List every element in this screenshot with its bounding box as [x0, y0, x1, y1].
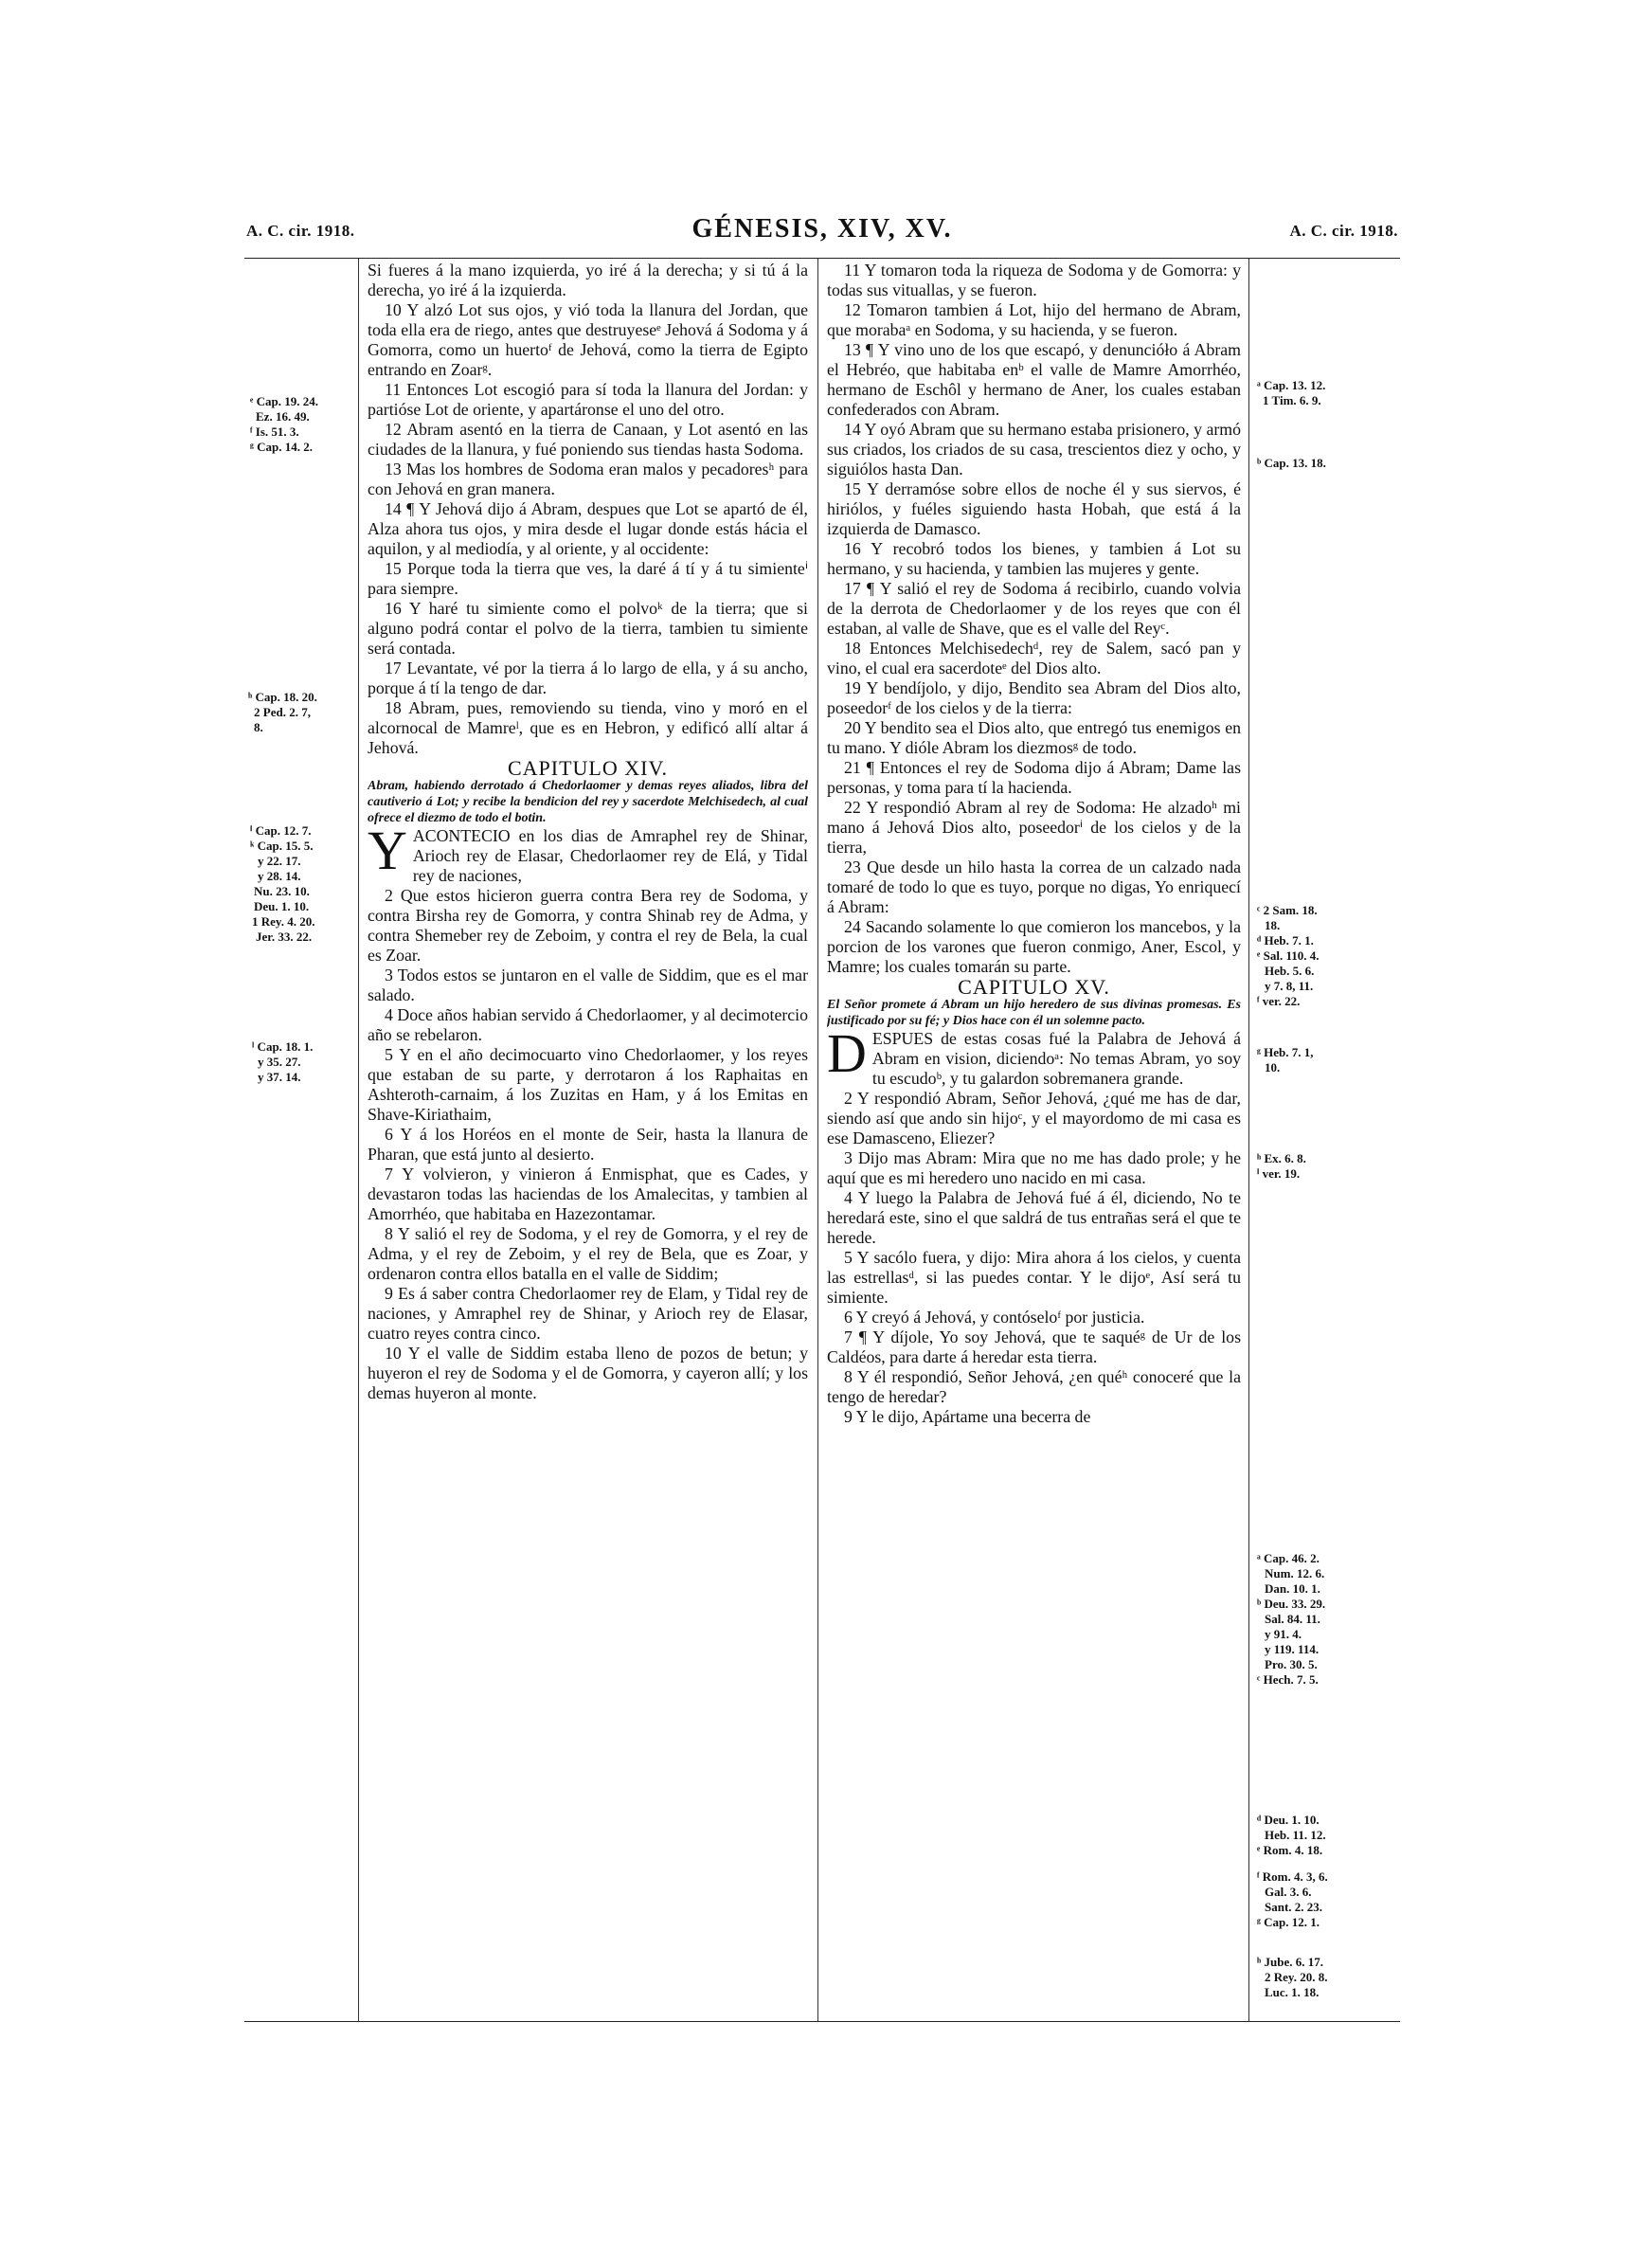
margin-ref: 1 Rey. 4. 20. [252, 914, 315, 929]
margin-ref: Nu. 23. 10. [254, 884, 310, 898]
chapter-summary: El Señor promete á Abram un hijo heredero de sus divinas promesas. Es justificado por su fé; y Dios hace con él un solemne pacto. [827, 998, 1241, 1028]
header-date-left: A. C. cir. 1918. [246, 222, 355, 240]
verse: 19 Y bendíjolo, y dijo, Bendito sea Abram del Dios alto, poseedorᶠ de los cielos y de la tierra: [827, 678, 1241, 717]
verse: 4 Y luego la Palabra de Jehová fué á él, diciendo, No te heredará este, sino el que saldrá de tus entrañas será el que te herede. [827, 1188, 1241, 1247]
verse: 5 Y en el año decimocuarto vino Chedorlaomer, y los reyes que estaban de su parte, y derrotaron á los Raphaitas en Ashteroth-carnaim, á los Zuzitas en Ham, y á los Emitas en Shave-Kiriathaim, [368, 1045, 808, 1124]
verse: 13 Mas los hombres de Sodoma eran malos y pecadoresʰ para con Jehová en gran manera. [368, 460, 808, 498]
margin-ref: y 35. 27. [258, 1055, 301, 1069]
margin-ref: Dan. 10. 1. [1265, 1581, 1320, 1596]
margin-ref: ʰ Ex. 6. 8. [1257, 1151, 1306, 1165]
header-book-title: GÉNESIS, XIV, XV. [691, 214, 953, 244]
margin-ref: ᵈ Deu. 1. 10. [1257, 1813, 1320, 1827]
margin-ref: y 22. 17. [258, 854, 301, 868]
verse: 17 ¶ Y salió el rey de Sodoma á recibirlo, cuando volvia de la derrota de Chedorlaomer y de los reyes que con él estaban, al valle de Shave, que es el valle del Reyᶜ. [827, 579, 1241, 638]
verse: 16 Y recobró todos los bienes, y tambien á Lot su hermano, y su hacienda, y tambien las mujeres y gente. [827, 539, 1241, 578]
verse: 22 Y respondió Abram al rey de Sodoma: He alzadoʰ mi mano á Jehová Dios alto, poseedorⁱ de los cielos y de la tierra, [827, 798, 1241, 857]
margin-ref: y 7. 8, 11. [1265, 979, 1314, 993]
text-column-2 [827, 261, 1241, 2019]
margin-ref: ᵃ Cap. 13. 12. [1257, 378, 1326, 392]
page-header [244, 210, 1400, 260]
drop-cap: D [827, 1022, 867, 1084]
margin-ref: Ez. 16. 49. [256, 409, 310, 424]
verse: 10 Y alzó Lot sus ojos, y vió toda la llanura del Jordan, que toda ella era de riego, antes que destruyeseᵉ Jehová á Sodoma y á Gomorra, como un huertoᶠ de Jehová, como la tierra de Egipto entrando en Zoarᵍ. [368, 300, 808, 379]
verse: 15 Y derramóse sobre ellos de noche él y sus siervos, é hiriólos, y fuéles siguiendo hasta Hobah, que está á la izquierda de Damasco. [827, 479, 1241, 538]
verse: 11 Y tomaron toda la riqueza de Sodoma y de Gomorra: y todas sus vituallas, y se fueron. [827, 261, 1241, 299]
margin-ref: ᶠ Rom. 4. 3, 6. [1257, 1869, 1328, 1884]
margin-ref: Sant. 2. 23. [1265, 1900, 1323, 1914]
verse: 7 Y volvieron, y vinieron á Enmisphat, que es Cades, y devastaron todas las haciendas de los Amalecitas, y tambien al Amorrhéo, que habitaba en Hazezontamar. [368, 1165, 808, 1223]
verse: 9 Y le dijo, Apártame una becerra de [844, 1407, 1091, 1426]
right-margin-references [1251, 259, 1400, 2021]
verse: 13 ¶ Y vino uno de los que escapó, y denuncióło á Abram el Hebréo, que habitaba enᵇ el valle de Mamre Amorrhéo, hermano de Eschôl y hermano de Aner, los cuales estaban confederados con Abram. [827, 340, 1241, 419]
margin-ref: Num. 12. 6. [1265, 1566, 1325, 1580]
margin-ref: Pro. 30. 5. [1265, 1657, 1318, 1671]
margin-ref: 8. [254, 720, 263, 734]
verse: 2 Que estos hicieron guerra contra Bera rey de Sodoma, y contra Birsha rey de Gomorra, y contra Shinab rey de Adma, y contra Shemeber rey de Zeboim, y contra el rey de Bela, la cual es Zoar. [368, 886, 808, 965]
margin-ref: ᵉ Sal. 110. 4. [1257, 948, 1320, 963]
verse: 8 Y él respondió, Señor Jehová, ¿en quéʰ conoceré que la tengo de heredar? [827, 1367, 1241, 1406]
chapter-title: CAPITULO XIV. [507, 756, 669, 780]
margin-ref: ᵉ Cap. 19. 24. [250, 394, 318, 408]
verse: 6 Y creyó á Jehová, y contóseloᶠ por justicia. [844, 1308, 1145, 1327]
verse: 21 ¶ Entonces el rey de Sodoma dijo á Abram; Dame las personas, y toma para tí la hacienda. [827, 758, 1241, 797]
verse: 12 Tomaron tambien á Lot, hijo del hermano de Abram, que morabaᵃ en Sodoma, y su hacienda, y se fueron. [827, 300, 1241, 339]
margin-ref: ⁱ Cap. 12. 7. [250, 823, 312, 838]
verse: 15 Porque toda la tierra que ves, la daré á tí y á tu simienteⁱ para siempre. [368, 559, 808, 598]
verse: 10 Y el valle de Siddim estaba lleno de pozos de betun; y huyeron el rey de Sodoma y el de Gomorra, y cayeron allí; y los demas huyeron al monte. [368, 1344, 808, 1402]
margin-ref: ᵍ Cap. 14. 2. [250, 440, 313, 454]
margin-ref: Heb. 11. 12. [1265, 1828, 1326, 1842]
margin-ref: ᶜ Hech. 7. 5. [1257, 1672, 1319, 1687]
verse: 12 Abram asentó en la tierra de Canaan, y Lot asentó en las ciudades de la llanura, y fué poniendo sus tiendas hasta Sodoma. [368, 420, 808, 459]
margin-ref: 10. [1265, 1060, 1281, 1074]
verse: 3 Dijo mas Abram: Mira que no me has dado prole; y he aquí que es mi heredero uno nacido en mi casa. [827, 1148, 1241, 1187]
text-column-1 [368, 261, 808, 2019]
verse: 8 Y salió el rey de Sodoma, y el rey de Gomorra, y el rey de Adma, y el rey de Zeboim, y el rey de Bela, que es Zoar, y ordenaron contra ellos batalla en el valle de Siddim; [368, 1224, 808, 1283]
margin-ref: ᵇ Deu. 33. 29. [1257, 1597, 1326, 1611]
verse-text: ESPUES de estas cosas fué la Palabra de Jehová á Abram en vision, diciendoᵃ: No temas Abram, yo soy tu escudoᵇ, y tu galardon sobremanera grande. [871, 1029, 1241, 1088]
column-rule [358, 259, 359, 2021]
verse: 17 Levantate, vé por la tierra á lo largo de ella, y á su ancho, porque á tí la tengo de dar. [368, 659, 808, 697]
verse: 23 Que desde un hilo hasta la correa de un calzado nada tomaré de todo lo que es tuyo, porque no digas, Yo enriquecí á Abram: [827, 858, 1241, 916]
column-rule [1248, 259, 1249, 2021]
verse: 18 Entonces Melchisedechᵈ, rey de Salem, sacó pan y vino, el cual era sacerdoteᵉ del Dios alto. [827, 639, 1241, 677]
chapter-summary: Abram, habiendo derrotado á Chedorlaomer y demas reyes aliados, libra del cautiverio á Lot; y recibe la bendicion del rey y sacerdote Melchisedech, al cual ofrece el diezmo de todo el botin. [368, 779, 808, 825]
drop-cap: Y [368, 820, 407, 881]
verse: 3 Todos estos se juntaron en el valle de Siddim, que es el mar salado. [368, 966, 808, 1004]
left-margin-references [244, 259, 356, 2021]
verse: 11 Entonces Lot escogió para sí toda la llanura del Jordan: y partióse Lot de oriente, y apartáronse el uno del otro. [368, 380, 808, 419]
margin-ref: ᵍ Cap. 12. 1. [1257, 1915, 1320, 1929]
margin-ref: ʰ Cap. 18. 20. [248, 690, 317, 704]
margin-ref: 18. [1265, 918, 1281, 932]
verse: 14 ¶ Y Jehová dijo á Abram, despues que Lot se apartó de él, Alza ahora tus ojos, y mira desde el lugar donde estás hácia el aquilon, y al mediodía, y al oriente, y al occidente: [368, 499, 808, 558]
verse-text: ACONTECIO en los dias de Amraphel rey de Shinar, Arioch rey de Elasar, Chedorlaomer rey de Elá, y Tidal rey de naciones, [412, 826, 808, 885]
verse: 6 Y á los Horéos en el monte de Seir, hasta la llanura de Pharan, que está junto al desierto. [368, 1125, 808, 1164]
bible-page [244, 210, 1400, 1999]
verse: 5 Y sacólo fuera, y dijo: Mira ahora á los cielos, y cuenta las estrellasᵈ, si las puedes contar. Y le dijoᵉ, Así será tu simiente. [827, 1248, 1241, 1307]
verse: 7 ¶ Y díjole, Yo soy Jehová, que te saquéᵍ de Ur de los Caldéos, para darte á heredar esta tierra. [827, 1327, 1241, 1366]
margin-ref: ᵍ Heb. 7. 1, [1257, 1045, 1314, 1059]
verse: 14 Y oyó Abram que su hermano estaba prisionero, y armó sus criados, los criados de su casa, trescientos diez y ocho, y siguiólos hasta Dan. [827, 420, 1241, 478]
margin-ref: y 37. 14. [258, 1070, 301, 1084]
margin-ref: Deu. 1. 10. [254, 899, 310, 913]
chapter-title: CAPITULO XV. [958, 975, 1110, 999]
verse: 16 Y haré tu simiente como el polvoᵏ de la tierra; que si alguno podrá contar el polvo de la tierra, tambien tu simiente será contada. [368, 599, 808, 658]
margin-ref: Sal. 84. 11. [1265, 1612, 1320, 1626]
margin-ref: ᶜ 2 Sam. 18. [1257, 903, 1318, 917]
margin-ref: ʰ Jube. 6. 17. [1257, 1955, 1323, 1969]
margin-ref: ᵉ Rom. 4. 18. [1257, 1843, 1323, 1857]
margin-ref: ᵇ Cap. 13. 18. [1257, 456, 1326, 470]
margin-ref: ᵃ Cap. 46. 2. [1257, 1551, 1320, 1565]
verse [368, 820, 808, 886]
margin-ref: Heb. 5. 6. [1265, 964, 1315, 978]
verse: 2 Y respondió Abram, Señor Jehová, ¿qué me has de dar, siendo así que ando sin hijoᶜ, y el mayordomo de mi casa es ese Damasceno, Eliezer? [827, 1089, 1241, 1147]
verse: 4 Doce años habian servido á Chedorlaomer, y al decimotercio año se rebelaron. [368, 1005, 808, 1044]
header-date-right: A. C. cir. 1918. [1289, 222, 1398, 240]
verse [827, 1022, 1241, 1089]
margin-ref: y 28. 14. [258, 869, 301, 883]
margin-ref: ᵈ Heb. 7. 1. [1257, 933, 1314, 948]
margin-ref: 1 Tim. 6. 9. [1263, 393, 1321, 407]
margin-ref: 2 Rey. 20. 8. [1265, 1970, 1328, 1984]
margin-ref: ˡ Cap. 18. 1. [252, 1039, 314, 1054]
margin-ref: Gal. 3. 6. [1265, 1885, 1312, 1899]
margin-ref: 2 Ped. 2. 7, [254, 705, 311, 719]
margin-ref: y 119. 114. [1265, 1642, 1320, 1656]
margin-ref: ⁱ ver. 19. [1257, 1166, 1301, 1181]
page-body [244, 258, 1400, 2022]
margin-ref: ᶠ Is. 51. 3. [250, 424, 299, 439]
margin-ref: ᵏ Cap. 15. 5. [250, 839, 314, 853]
margin-ref: y 91. 4. [1265, 1627, 1302, 1641]
column-rule [817, 259, 818, 2021]
verse: 20 Y bendito sea el Dios alto, que entregó tus enemigos en tu mano. Y dióle Abram los diezmosᵍ de todo. [827, 718, 1241, 757]
margin-ref: ᶠ ver. 22. [1257, 994, 1301, 1008]
margin-ref: Luc. 1. 18. [1265, 1985, 1320, 1999]
verse: 24 Sacando solamente lo que comieron los mancebos, y la porcion de los varones que fueron conmigo, Aner, Escol, y Mamre; los cuales tomarán su parte. [827, 917, 1241, 976]
verse: 9 Es á saber contra Chedorlaomer rey de Elam, y Tidal rey de naciones, y Amraphel rey de Shinar, y Arioch rey de Elasar, cuatro reyes contra cinco. [368, 1284, 808, 1343]
verse: Si fueres á la mano izquierda, yo iré á la derecha; y si tú á la derecha, yo iré á la izquierda. [368, 261, 808, 299]
margin-ref: Jer. 33. 22. [256, 930, 313, 944]
verse: 18 Abram, pues, removiendo su tienda, vino y moró en el alcornocal de Mamreˡ, que es en Hebron, y edificó allí altar á Jehová. [368, 698, 808, 757]
